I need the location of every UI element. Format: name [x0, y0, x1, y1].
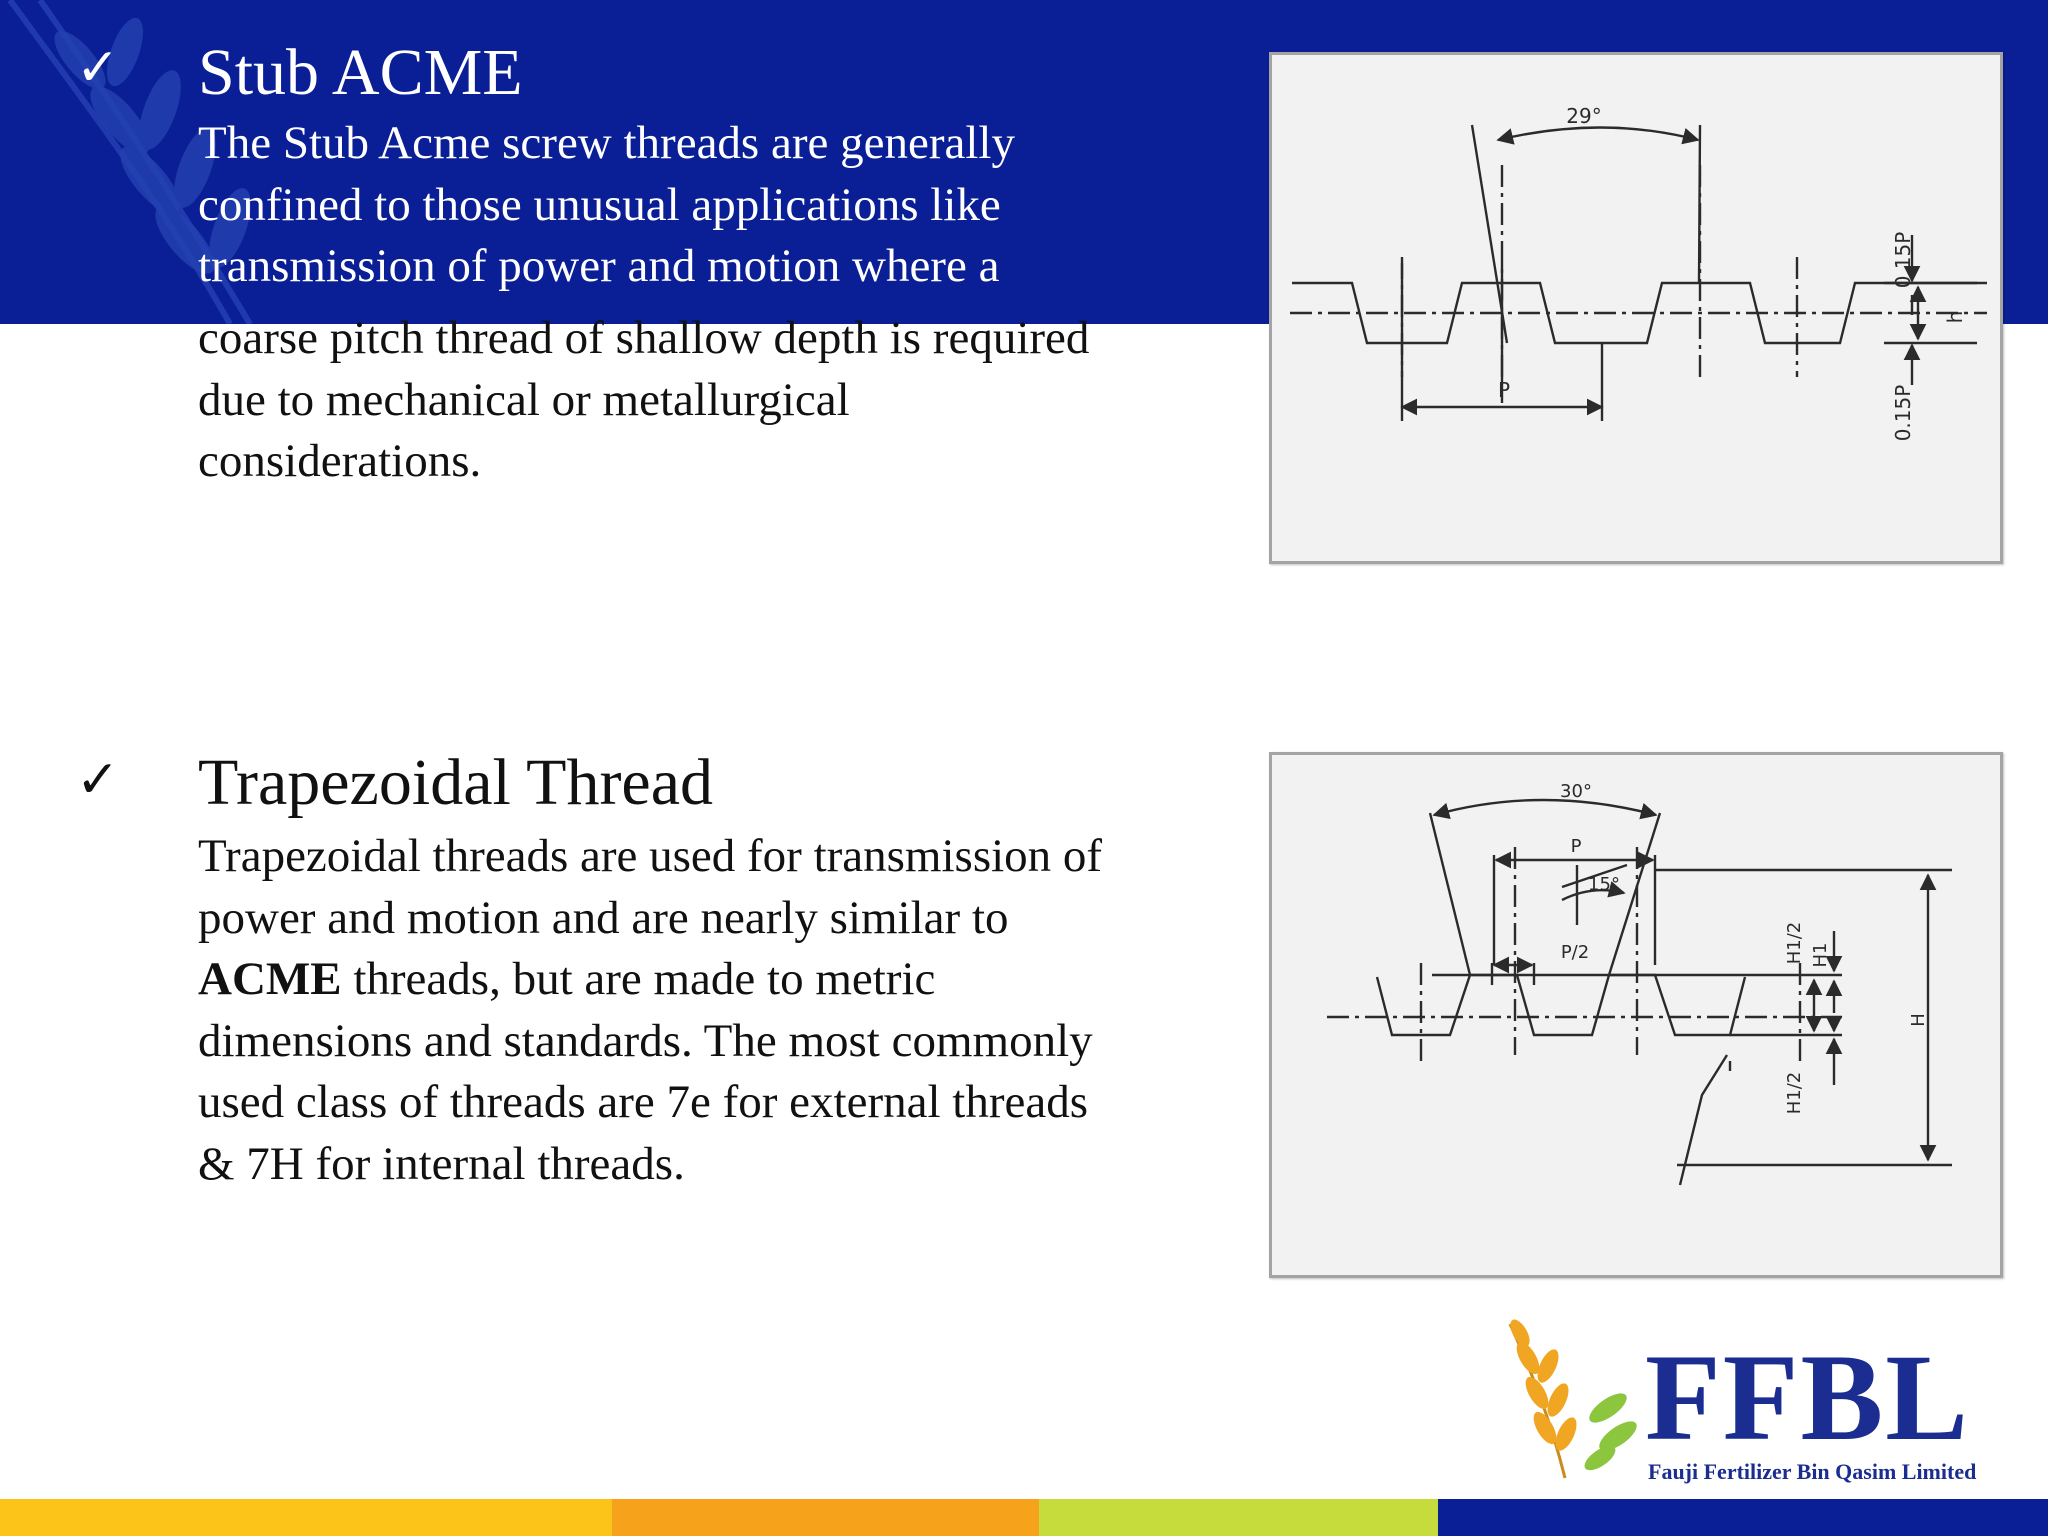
bottom-color-bar	[0, 1499, 2048, 1536]
clearance-label-top: 0.15P	[1891, 231, 1915, 289]
half-pitch-label: P/2	[1560, 942, 1590, 963]
angle-label-29: 29°	[1566, 104, 1602, 128]
trapezoidal-paragraph	[198, 826, 1118, 1195]
pitch-label: P	[1497, 378, 1511, 402]
brand-name: FFBL	[1645, 1329, 1970, 1466]
h1-label: H1	[1810, 942, 1831, 968]
angle-label-30: 30°	[1560, 781, 1592, 802]
trapezoidal-paragraph-text-a: Trapezoidal threads are used for transmission of power and motion and are nearly similar to	[198, 830, 1103, 944]
stub-acme-paragraph-part2: coarse pitch thread of shallow depth is required due to mechanical or metallurgical considerations.	[198, 312, 1090, 487]
bar-segment-orange	[612, 1499, 1039, 1536]
stub-acme-paragraph-part1: The Stub Acme screw threads are generally confined to those unusual applications like transmission of power and motion where a	[198, 117, 1015, 292]
h-label: H	[1908, 1013, 1929, 1027]
trapezoidal-thread-diagram	[1269, 752, 2003, 1278]
checkmark-icon: ✓	[76, 750, 120, 810]
depth-label-h: h	[1943, 310, 1967, 324]
clearance-label-bottom: 0.15P	[1891, 384, 1915, 442]
bar-segment-green	[1039, 1499, 1438, 1536]
bar-segment-yellow	[0, 1499, 612, 1536]
stub-acme-thread-diagram	[1269, 52, 2003, 564]
brand-tagline: Fauji Fertilizer Bin Qasim Limited	[1648, 1459, 1977, 1484]
trapezoidal-paragraph-bold: ACME	[198, 953, 342, 1005]
bar-segment-navy	[1438, 1499, 2048, 1536]
checkmark-icon: ✓	[76, 38, 120, 98]
half-h1-label-lower: H1/2	[1784, 1071, 1805, 1115]
section-heading-stub-acme: Stub ACME	[198, 36, 523, 109]
half-angle-label: 15°	[1588, 874, 1620, 895]
section-heading-trapezoidal: Trapezoidal Thread	[198, 746, 714, 819]
trapezoidal-paragraph-text-b: threads, but are made to metric dimensions and standards. The most commonly used class of threads are 7e for external threads & 7H for internal threads.	[198, 953, 1093, 1190]
half-h1-label-upper: H1/2	[1784, 921, 1805, 965]
pitch-label: P	[1570, 836, 1582, 857]
